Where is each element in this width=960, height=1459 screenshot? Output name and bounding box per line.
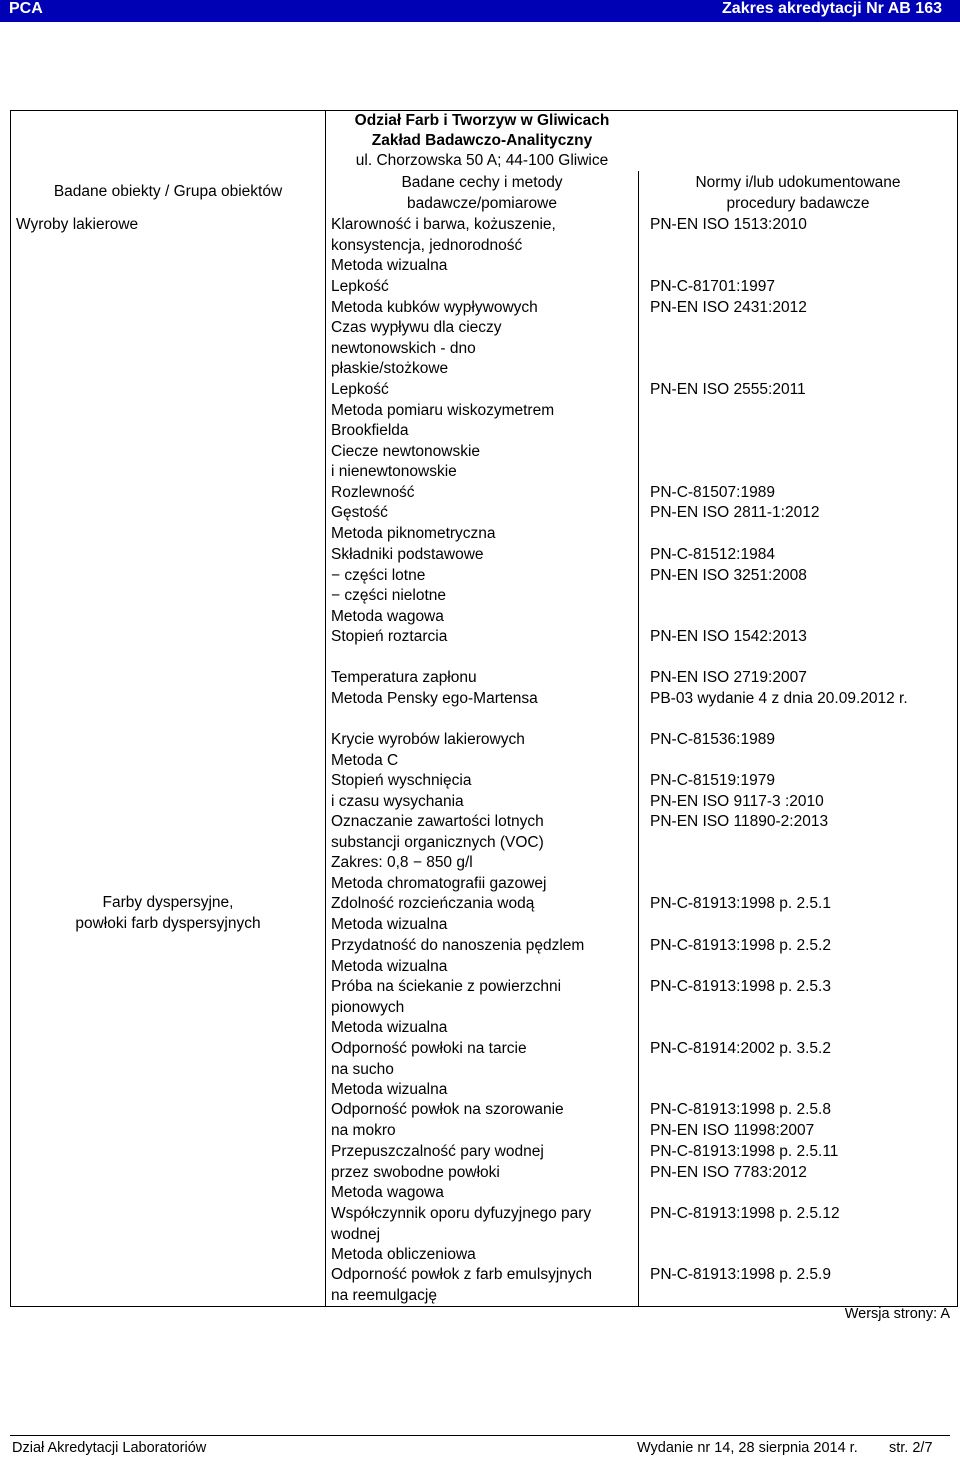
feature-line: newtonowskich - dno (331, 339, 476, 357)
footer-left: Dział Akredytacji Laboratoriów (12, 1440, 207, 1456)
feature-line: Stopień roztarcia (331, 628, 448, 645)
feature-line: Zakres: 0,8 − 850 g/l (331, 854, 473, 872)
feature-line: na reemulgację (331, 1286, 437, 1304)
norm-line: PN-EN ISO 2811-1:2012 (650, 504, 820, 521)
feature-line: Metoda wizualna (331, 1019, 448, 1037)
feature-line: Metoda Pensky ego-Martensa (331, 689, 538, 707)
feature-line: Zdolność rozcieńczania wodą (331, 895, 535, 912)
feature-line: i czasu wysychania (331, 792, 464, 810)
norm-line: PN-C-81913:1998 p. 2.5.9 (650, 1266, 831, 1283)
footer-divider (10, 1435, 950, 1436)
feature-line: Odporność powłok z farb emulsyjnych (331, 1266, 593, 1283)
feature-line: Lepkość (331, 381, 389, 398)
feature-line: Składniki podstawowe (331, 546, 484, 563)
footer-middle: Wydanie nr 14, 28 sierpnia 2014 r. (637, 1440, 858, 1456)
feature-line: Metoda kubków wypływowych (331, 298, 538, 316)
column-header-features: badawcze/pomiarowe (407, 195, 557, 212)
column-header-norms: Normy i/lub udokumentowane (695, 174, 901, 191)
norm-line: PN-C-81536:1989 (650, 731, 775, 748)
feature-line: Metoda wizualna (331, 257, 448, 275)
norm-line: PN-EN ISO 2431:2012 (650, 298, 807, 316)
feature-line: Metoda chromatografii gazowej (331, 874, 547, 892)
norm-line: PN-C-81512:1984 (650, 546, 775, 563)
feature-line: na sucho (331, 1060, 394, 1078)
feature-line: i nienewtonowskie (331, 463, 457, 481)
feature-line: Odporność powłoki na tarcie (331, 1040, 527, 1057)
feature-line: Metoda wizualna (331, 915, 448, 933)
unit-department: Zakład Badawczo-Analityczny (371, 132, 593, 149)
table-border-left (10, 110, 11, 1307)
table-border-right (957, 110, 958, 1307)
column-header-features: Badane cechy i metody (401, 174, 563, 191)
group-name: Wyroby lakierowe (16, 216, 139, 233)
feature-line: − części nielotne (331, 587, 447, 605)
feature-line: Metoda obliczeniowa (331, 1246, 476, 1264)
feature-line: Lepkość (331, 278, 389, 295)
group-name: powłoki farb dyspersyjnych (75, 914, 261, 932)
norm-line: PN-C-81913:1998 p. 2.5.2 (650, 937, 831, 954)
norm-line: PN-C-81913:1998 p. 2.5.3 (650, 978, 831, 995)
feature-line: Oznaczanie zawartości lotnych (331, 813, 544, 830)
feature-line: przez swobodne powłoki (331, 1163, 500, 1181)
feature-line: − części lotne (331, 566, 426, 584)
norm-line: PN-C-81913:1998 p. 2.5.12 (650, 1205, 840, 1222)
column-divider-features (325, 110, 326, 1307)
feature-line: Ciecze newtonowskie (331, 442, 481, 460)
norm-line: PN-EN ISO 9117-3 :2010 (650, 792, 824, 810)
feature-line: Czas wypływu dla cieczy (331, 319, 502, 337)
feature-line: płaskie/stożkowe (331, 360, 449, 378)
feature-line: Przydatność do nanoszenia pędzlem (331, 937, 585, 954)
norm-line: PN-EN ISO 1513:2010 (650, 216, 807, 233)
norm-line: PN-C-81913:1998 p. 2.5.1 (650, 895, 831, 912)
feature-line: Temperatura zapłonu (331, 669, 477, 686)
header-right: Zakres akredytacji Nr AB 163 (722, 0, 942, 17)
feature-line: Metoda C (331, 751, 399, 769)
column-divider-norms (638, 171, 639, 1307)
feature-line: Metoda piknometryczna (331, 524, 496, 542)
feature-line: Metoda wizualna (331, 1081, 448, 1099)
feature-line: Brookfielda (331, 422, 409, 440)
norm-line: PN-EN ISO 11998:2007 (650, 1121, 815, 1139)
group-name: Farby dyspersyjne, (102, 894, 234, 911)
norm-line: PN-EN ISO 2719:2007 (650, 669, 807, 686)
unit-name: Odział Farb i Tworzyw w Gliwicach (354, 112, 610, 129)
feature-line: Gęstość (331, 504, 388, 521)
norm-line: PN-C-81913:1998 p. 2.5.11 (650, 1143, 839, 1160)
feature-line: na mokro (331, 1121, 396, 1139)
column-header-norms: procedury badawcze (726, 195, 870, 212)
norm-line: PN-C-81914:2002 p. 3.5.2 (650, 1040, 831, 1057)
feature-line: Próba na ściekanie z powierzchni (331, 978, 562, 995)
table-border-bottom (10, 1306, 958, 1307)
page-version: Wersja strony: A (844, 1306, 950, 1322)
feature-line: Stopień wyschnięcia (331, 772, 472, 789)
feature-line: substancji organicznych (VOC) (331, 833, 544, 851)
column-header-objects: Badane obiekty / Grupa obiektów (53, 183, 283, 200)
feature-line: Rozlewność (331, 484, 415, 501)
unit-address: ul. Chorzowska 50 A; 44-100 Gliwice (355, 152, 609, 169)
norm-line: PN-EN ISO 2555:2011 (650, 381, 806, 398)
header-left: PCA (9, 0, 43, 17)
norm-line: PN-EN ISO 11890-2:2013 (650, 813, 829, 830)
feature-line: Współczynnik oporu dyfuzyjnego pary (331, 1205, 592, 1222)
feature-line: Metoda wagowa (331, 1184, 444, 1202)
norm-line: PN-C-81913:1998 p. 2.5.8 (650, 1101, 831, 1118)
norm-line: PN-EN ISO 7783:2012 (650, 1163, 807, 1181)
feature-line: konsystencja, jednorodność (331, 236, 523, 254)
feature-line: Metoda pomiaru wiskozymetrem (331, 401, 555, 419)
feature-line: Metoda wizualna (331, 957, 448, 975)
norm-line: PN-EN ISO 1542:2013 (650, 628, 807, 645)
norm-line: PN-C-81701:1997 (650, 278, 775, 295)
norm-line: PB-03 wydanie 4 z dnia 20.09.2012 r. (650, 689, 908, 707)
norm-line: PN-C-81507:1989 (650, 484, 775, 501)
footer-right: str. 2/7 (889, 1440, 933, 1456)
feature-line: Krycie wyrobów lakierowych (331, 731, 525, 748)
norm-line: PN-C-81519:1979 (650, 772, 775, 789)
feature-line: Odporność powłok na szorowanie (331, 1101, 564, 1118)
feature-line: Klarowność i barwa, kożuszenie, (331, 216, 556, 233)
norm-line: PN-EN ISO 3251:2008 (650, 566, 807, 584)
feature-line: Przepuszczalność pary wodnej (331, 1143, 544, 1160)
feature-line: wodnej (331, 1225, 381, 1243)
feature-line: pionowych (331, 998, 405, 1016)
header-bar (0, 0, 960, 22)
feature-line: Metoda wagowa (331, 607, 444, 625)
